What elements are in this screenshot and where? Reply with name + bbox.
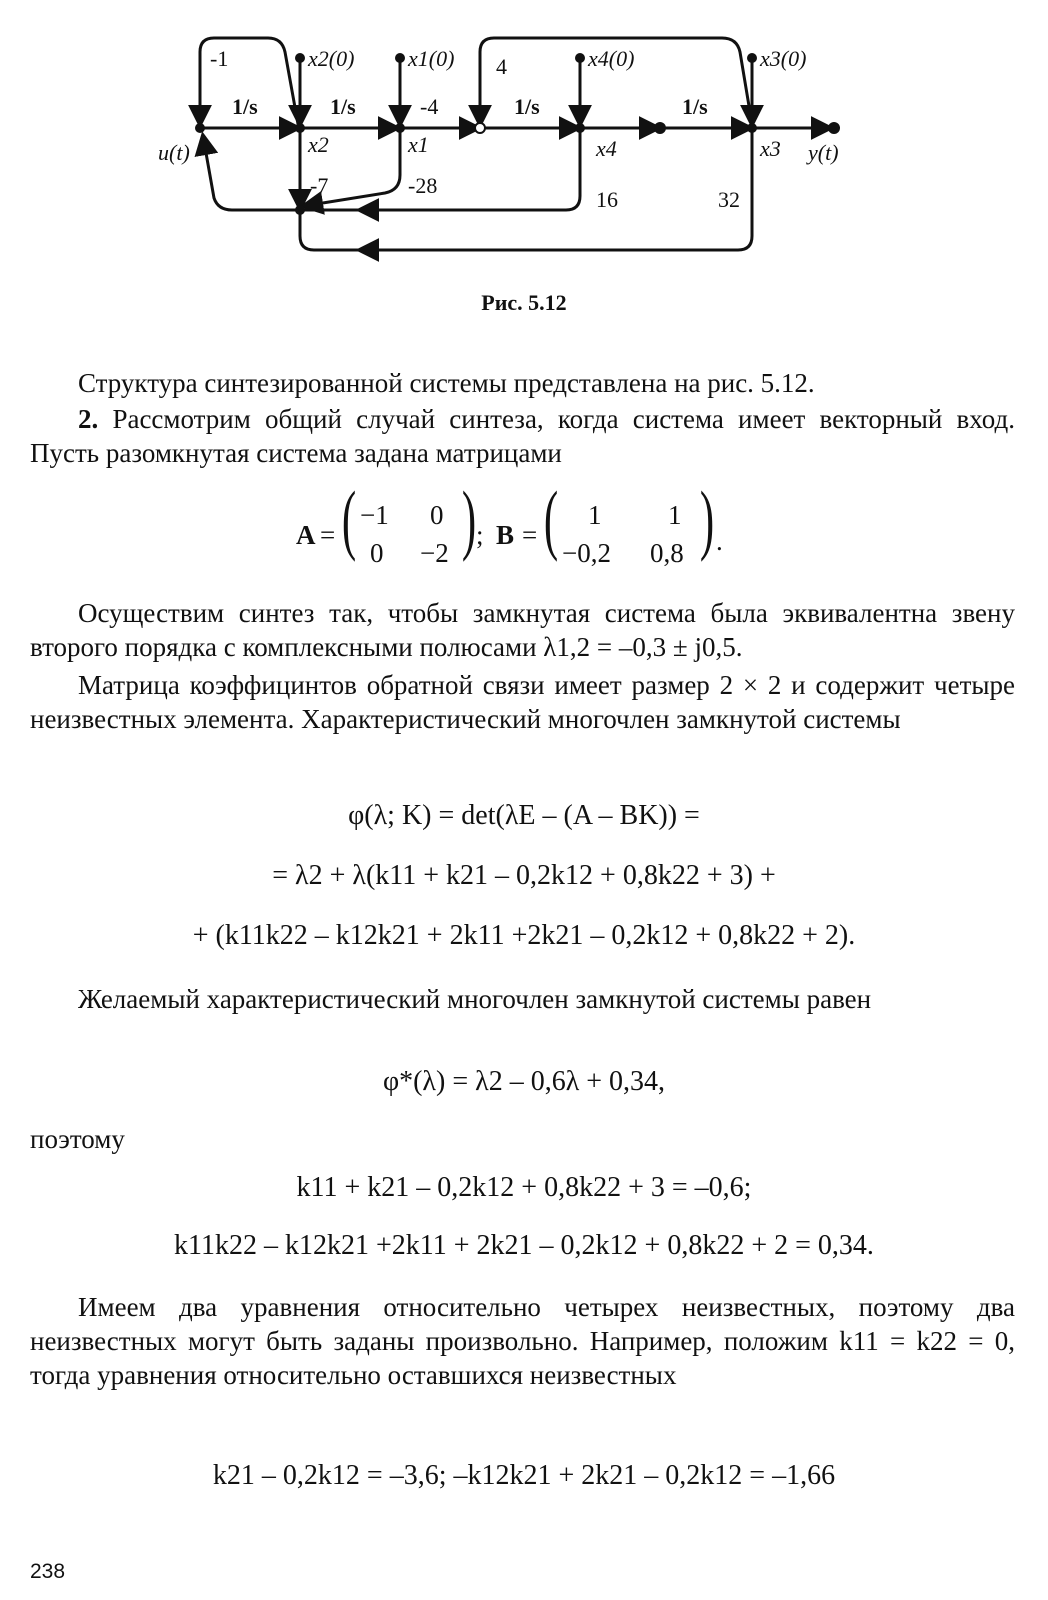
integrator-label-2: 1/s xyxy=(330,94,356,119)
matrix-a-cell: 0 xyxy=(430,500,444,530)
matrix-a-cell: −2 xyxy=(420,538,449,568)
paragraph-3: Осуществим синтез так, чтобы замкнутая система была эквивалентна звену второго порядка с комплексными полюсами λ1,2 = –0,3 ± j0,5. xyxy=(30,598,1015,662)
branch-fb-32-tail xyxy=(300,212,360,250)
integrator-label-1: 1/s xyxy=(232,94,258,119)
node-x3 xyxy=(747,123,757,133)
equation-2: = λ2 + λ(k11 + k21 – 0,2k12 + 0,8k22 + 3) + xyxy=(272,860,776,891)
node-sum xyxy=(295,205,305,215)
matrix-end-dot: . xyxy=(716,526,723,556)
init-label-x2: x2(0) xyxy=(308,46,355,71)
matrix-a-lparen: ( xyxy=(341,475,357,562)
equation-6: k11k22 – k12k21 +2k11 + 2k21 – 0,2k12 + 0,8k22 + 2 = 0,34. xyxy=(174,1230,874,1261)
matrix-a-cell: 0 xyxy=(370,538,384,568)
gain-label-minus1: -1 xyxy=(210,46,229,71)
node-x1 xyxy=(395,123,405,133)
figure-caption: Рис. 5.12 xyxy=(481,290,567,315)
node-x3-init xyxy=(747,53,757,63)
matrix-a-cell: −1 xyxy=(360,500,389,530)
matrix-b-cell: 1 xyxy=(588,500,602,530)
page-number: 238 xyxy=(30,1560,66,1583)
matrix-a-rparen: ) xyxy=(461,475,477,562)
paragraph-7: Имеем два уравнения относительно четырех неизвестных, поэтому два неизвестных могут быть заданы произвольно. Например, положим k11 = k22 = 0, тогда уравнения относительно оставшихся неизвестных xyxy=(30,1292,1015,1390)
paragraph-6: поэтому xyxy=(30,1124,125,1154)
equation-1: φ(λ; K) = det(λE – (A – BK)) = xyxy=(348,800,700,831)
node-label-x2: x2 xyxy=(308,132,329,157)
equation-3: + (k11k22 – k12k21 + 2k11 +2k21 – 0,2k12 + 0,8k22 + 2). xyxy=(192,920,856,951)
gain-label-minus7: -7 xyxy=(310,173,329,198)
matrix-b-rparen: ) xyxy=(699,475,715,562)
node-mid2 xyxy=(654,122,666,134)
node-x2-init xyxy=(295,53,305,63)
matrix-b-lparen: ( xyxy=(543,475,559,562)
init-label-x3: x3(0) xyxy=(760,46,807,71)
node-x4-init xyxy=(575,53,585,63)
node-mid xyxy=(475,123,485,133)
matrix-b-eq: = xyxy=(522,520,538,550)
branch-fb-16 xyxy=(360,132,580,210)
gain-label-minus4: -4 xyxy=(420,94,439,119)
node-x4 xyxy=(575,123,585,133)
matrix-a-name: A xyxy=(296,520,316,550)
paragraph-2-text: Рассмотрим общий случай синтеза, когда система имеет векторный вход. Пусть разомкнутая система задана матрицами xyxy=(30,404,1015,468)
matrix-b-name: B xyxy=(496,520,515,550)
matrix-a-eq: = xyxy=(320,520,336,550)
matrix-separator: ; xyxy=(476,520,484,550)
matrix-b-cell: −0,2 xyxy=(562,538,611,568)
equation-7: k21 – 0,2k12 = –3,6; –k12k21 + 2k21 – 0,2k12 = –1,66 xyxy=(212,1460,836,1491)
node-y xyxy=(828,122,840,134)
paragraph-4: Матрица коэффицинтов обратной связи имеет размер 2 × 2 и содержит четыре неизвестных элемента. Характеристический многочлен замкнутой системы xyxy=(30,670,1015,734)
equation-5: k11 + k21 – 0,2k12 + 0,8k22 + 3 = –0,6; xyxy=(296,1172,752,1203)
gain-label-4: 4 xyxy=(496,54,507,79)
branch-sum-u xyxy=(203,136,300,210)
matrix-definition xyxy=(296,475,736,580)
node-label-u: u(t) xyxy=(158,140,190,165)
gain-label-32: 32 xyxy=(718,187,740,212)
node-label-x3: x3 xyxy=(760,136,781,161)
item-number: 2. xyxy=(78,404,99,434)
node-label-y: y(t) xyxy=(808,140,839,165)
node-label-x1: x1 xyxy=(408,132,429,157)
node-x1-init xyxy=(395,53,405,63)
node-x2 xyxy=(295,123,305,133)
gain-label-16: 16 xyxy=(596,187,618,212)
paragraph-2 xyxy=(30,402,1015,470)
signal-flow-graph xyxy=(0,0,1048,285)
paragraph-1: Структура синтезированной системы представлена на рис. 5.12. xyxy=(78,368,815,398)
equation-4: φ*(λ) = λ2 – 0,6λ + 0,34, xyxy=(382,1066,666,1097)
integrator-label-4: 1/s xyxy=(682,94,708,119)
matrix-b-cell: 1 xyxy=(668,500,682,530)
init-label-x1: x1(0) xyxy=(408,46,455,71)
init-label-x4: x4(0) xyxy=(588,46,635,71)
node-label-x4: x4 xyxy=(596,136,617,161)
gain-label-minus28: -28 xyxy=(408,173,438,198)
node-u xyxy=(195,123,205,133)
matrix-b-cell: 0,8 xyxy=(650,538,684,568)
integrator-label-3: 1/s xyxy=(514,94,540,119)
paragraph-5: Желаемый характеристический многочлен замкнутой системы равен xyxy=(78,984,872,1014)
